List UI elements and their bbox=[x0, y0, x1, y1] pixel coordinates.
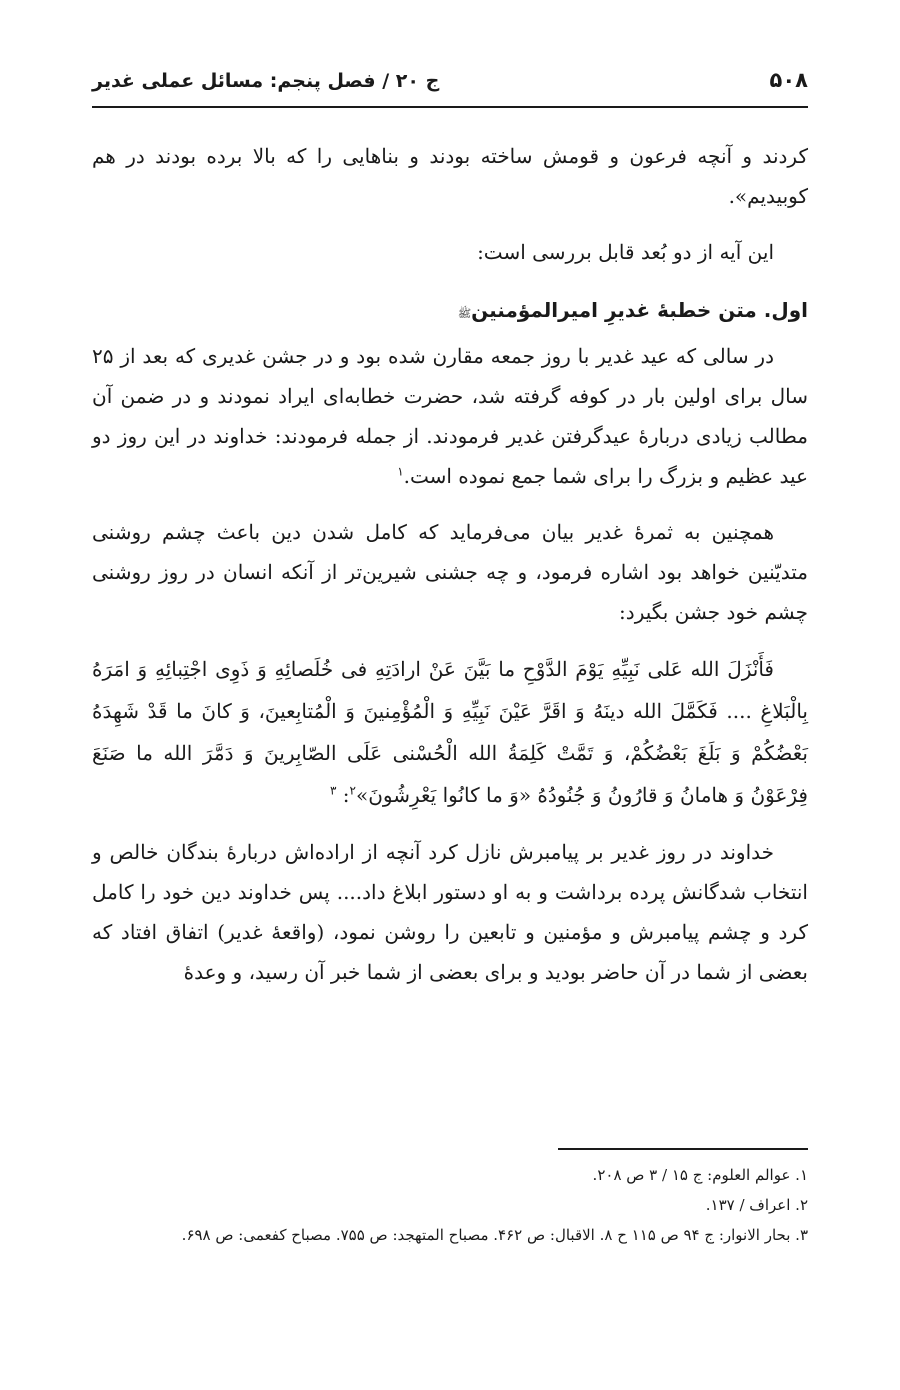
arabic-quote-text: فَأَنْزَلَ الله عَلى نَبِیِّهِ یَوْمَ الدَّوْحِ ما بَیَّنَ عَنْ ارادَتِهِ فی خُلَصائِهِ وَ ذَوِی اجْتِبائِهِ وَ امَرَهُ بِالْبَلاغِ .... فَکَمَّلَ الله دینَهُ وَ اقَرَّ عَیْنَ نَبِیِّهِ وَ الْمُؤْمِنینَ وَ الْمُتابِعینَ، وَ کانَ ما قَدْ شَهِدَهُ بَعْضُکُمْ وَ بَلَغَ بَعْضُکُمْ، وَ تَمَّتْ کَلِمَةُ الله الْحُسْنی عَلَی الصّابِرینَ وَ دَمَّرَ الله ما صَنَعَ فِرْعَوْنُ وَ هامانُ وَ قارُونُ وَ جُنُودُهُ «وَ ما کانُوا یَعْرِشُونَ» bbox=[92, 657, 808, 807]
footnote-2: ۲. اعراف / ۱۳۷. bbox=[705, 1196, 808, 1214]
footnote-ref-3: ۳ bbox=[329, 783, 337, 798]
arabic-quote bbox=[92, 648, 808, 816]
section-heading-text: اول. متن خطبهٔ غدیرِ امیرالمؤمنین bbox=[471, 298, 808, 322]
footnote-ref-2: ۲ bbox=[349, 783, 356, 798]
paragraph-3 bbox=[92, 336, 808, 496]
footnote-divider bbox=[558, 1148, 808, 1150]
footnote-3: ۳. بحار الانوار: ج ۹۴ ص ۱۱۵ ح ۸. الاقبال: ص ۴۶۲. مصباح المتهجد: ص ۷۵۵. مصباح کفعمی: ص ۶۹۸. bbox=[181, 1226, 808, 1244]
paragraph-5: خداوند در روز غدیر بر پیامبرش نازل کرد آنچه از اراده‌اش دربارهٔ بندگان خالص و انتخاب شدگانش پرده برداشت و به او دستور ابلاغ داد.... پس خداوند دین خود را کامل کرد و چشم پیامبرش و مؤمنین و تابعین را روشن نمود، (واقعهٔ غدیر) اتفاق افتاد که بعضی از شما در آن حاضر بودید و برای بعضی از شما خبر آن رسید، و وعدهٔ bbox=[92, 840, 808, 984]
page-number: ۵۰۸ bbox=[769, 68, 808, 92]
paragraph-4: همچنین به ثمرهٔ غدیر بیان می‌فرماید که کامل شدن دین باعث چشم روشنی متدیّنین خواهد بود اشاره فرمود، و چه جشنی شیرین‌تر از آنکه انسان در روز روشنی چشم خود جشن بگیرد: bbox=[92, 520, 808, 624]
running-title: ج ۲۰ / فصل پنجم: مسائل عملی غدیر bbox=[92, 70, 440, 92]
honorific-symbol: ﷺ bbox=[457, 307, 472, 320]
paragraph-2: این آیه از دو بُعد قابل بررسی است: bbox=[477, 240, 774, 264]
footnote-1: ۱. عوالم العلوم: ج ۱۵ / ۳ ص ۲۰۸. bbox=[592, 1166, 808, 1184]
paragraph-1: کردند و آنچه فرعون و قومش ساخته بودند و بناهایی را که بالا برده بودند در هم کوبیدیم». bbox=[92, 144, 808, 208]
paragraph-3-text: در سالی که عید غدیر با روز جمعه مقارن شده بود و در جشن غدیری که بعد از ۲۵ سال برای اولین بار در کوفه گرفته شد، حضرت خطابه‌ای ایراد نمودند و در ضمن آن مطالب زیادی دربارهٔ عیدگرفتن غدیر فرمودند. از جمله فرمودند: خداوند در این روز دو عید عظیم و بزرگ را برای شما جمع نموده است. bbox=[92, 344, 809, 488]
page-header bbox=[92, 68, 808, 108]
footnotes bbox=[92, 1162, 808, 1252]
arabic-quote-tail: : bbox=[336, 783, 350, 807]
main-text bbox=[92, 136, 808, 992]
section-heading bbox=[92, 290, 808, 334]
footnote-ref-1: ۱ bbox=[397, 464, 404, 479]
